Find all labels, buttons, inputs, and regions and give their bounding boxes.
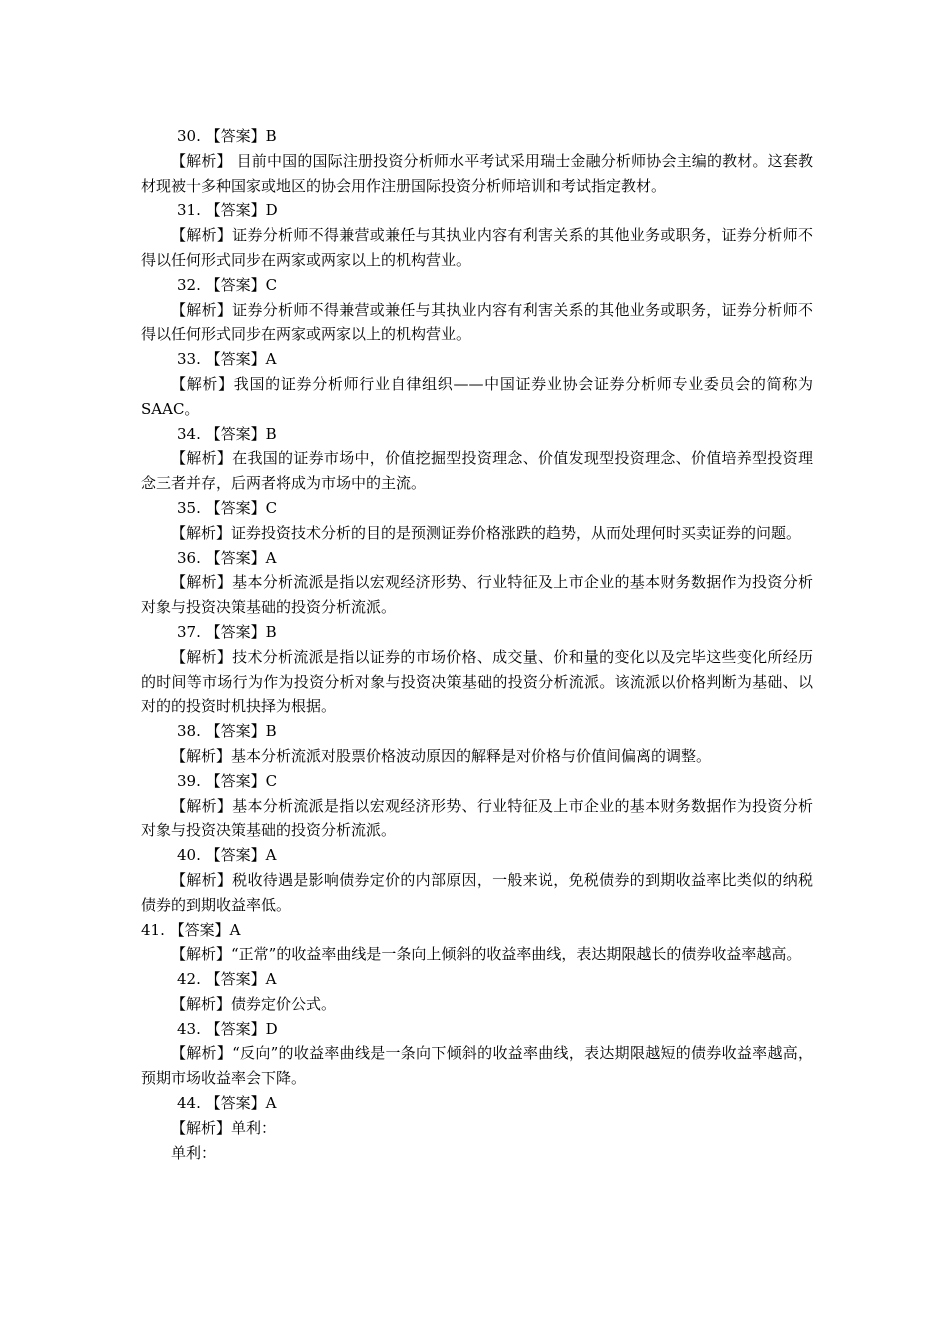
answer-line: 33. 【答案】A bbox=[177, 350, 277, 369]
answer-line: 34. 【答案】B bbox=[177, 424, 277, 443]
answer-line: 44. 【答案】A bbox=[177, 1094, 277, 1113]
explanation-text: 【解析】我国的证券分析师行业自律组织——中国证券业协会证券分析师专业委员会的简称为SAAC。 bbox=[141, 374, 813, 418]
explanation-text: 【解析】基本分析流派是指以宏观经济形势、行业特征及上市企业的基本财务数据作为投资分析对象与投资决策基础的投资分析流派。 bbox=[141, 796, 813, 840]
answer-line: 31. 【答案】D bbox=[177, 201, 278, 220]
document-body bbox=[141, 124, 813, 1165]
answer-line: 41. 【答案】A bbox=[141, 920, 241, 939]
answer-line: 38. 【答案】B bbox=[177, 722, 277, 741]
answer-line: 42. 【答案】A bbox=[177, 970, 277, 989]
explanation-text: 【解析】证券分析师不得兼营或兼任与其执业内容有利害关系的其他业务或职务，证券分析师不得以任何形式同步在两家或两家以上的机构营业。 bbox=[141, 300, 813, 344]
explanation-text: 【解析】 目前中国的国际注册投资分析师水平考试采用瑞士金融分析师协会主编的教材。这套教材现被十多种国家或地区的协会用作注册国际投资分析师培训和考试指定教材。 bbox=[141, 151, 813, 195]
answer-line: 37. 【答案】B bbox=[177, 622, 277, 641]
explanation-text: 【解析】在我国的证券市场中，价值挖掘型投资理念、价值发现型投资理念、价值培养型投资理念三者并存，后两者将成为市场中的主流。 bbox=[141, 449, 813, 493]
explanation-text: 【解析】税收待遇是影响债券定价的内部原因，一般来说，免税债券的到期收益率比类似的纳税债券的到期收益率低。 bbox=[141, 870, 813, 914]
answer-line: 35. 【答案】C bbox=[177, 498, 278, 517]
explanation-text: 【解析】证券分析师不得兼营或兼任与其执业内容有利害关系的其他业务或职务，证券分析师不得以任何形式同步在两家或两家以上的机构营业。 bbox=[141, 226, 813, 269]
explanation-text: 【解析】债券定价公式。 bbox=[171, 994, 337, 1013]
explanation-text: 【解析】“反向”的收益率曲线是一条向下倾斜的收益率曲线，表达期限越短的债券收益率越高，预期市场收益率会下降。 bbox=[141, 1044, 813, 1088]
explanation-text: 【解析】证券投资技术分析的目的是预测证券价格涨跌的趋势，从而处理何时买卖证券的问题。 bbox=[171, 523, 802, 542]
answer-line: 43. 【答案】D bbox=[177, 1019, 278, 1038]
answer-line: 30. 【答案】B bbox=[177, 127, 277, 145]
explanation-text: 【解析】技术分析流派是指以证券的市场价格、成交量、价和量的变化以及完毕这些变化所经历的时间等市场行为作为投资分析对象与投资决策基础的投资分析流派。该流派以价格判断为基础、以对的的投资时机抉择为根据。 bbox=[141, 647, 813, 716]
explanation-text: 【解析】“正常”的收益率曲线是一条向上倾斜的收益率曲线，表达期限越长的债券收益率越高。 bbox=[171, 945, 802, 964]
explanation-text: 【解析】基本分析流派是指以宏观经济形势、行业特征及上市企业的基本财务数据作为投资分析对象与投资决策基础的投资分析流派。 bbox=[141, 573, 813, 617]
answer-line: 36. 【答案】A bbox=[177, 548, 277, 567]
answer-line: 32. 【答案】C bbox=[177, 275, 278, 294]
explanation-text: 【解析】单利： bbox=[171, 1118, 277, 1137]
answer-line: 39. 【答案】C bbox=[177, 771, 278, 790]
answer-line: 40. 【答案】A bbox=[177, 846, 277, 865]
trailing-text: 单利： bbox=[171, 1143, 217, 1162]
explanation-text: 【解析】基本分析流派对股票价格波动原因的解释是对价格与价值间偏离的调整。 bbox=[171, 746, 712, 765]
